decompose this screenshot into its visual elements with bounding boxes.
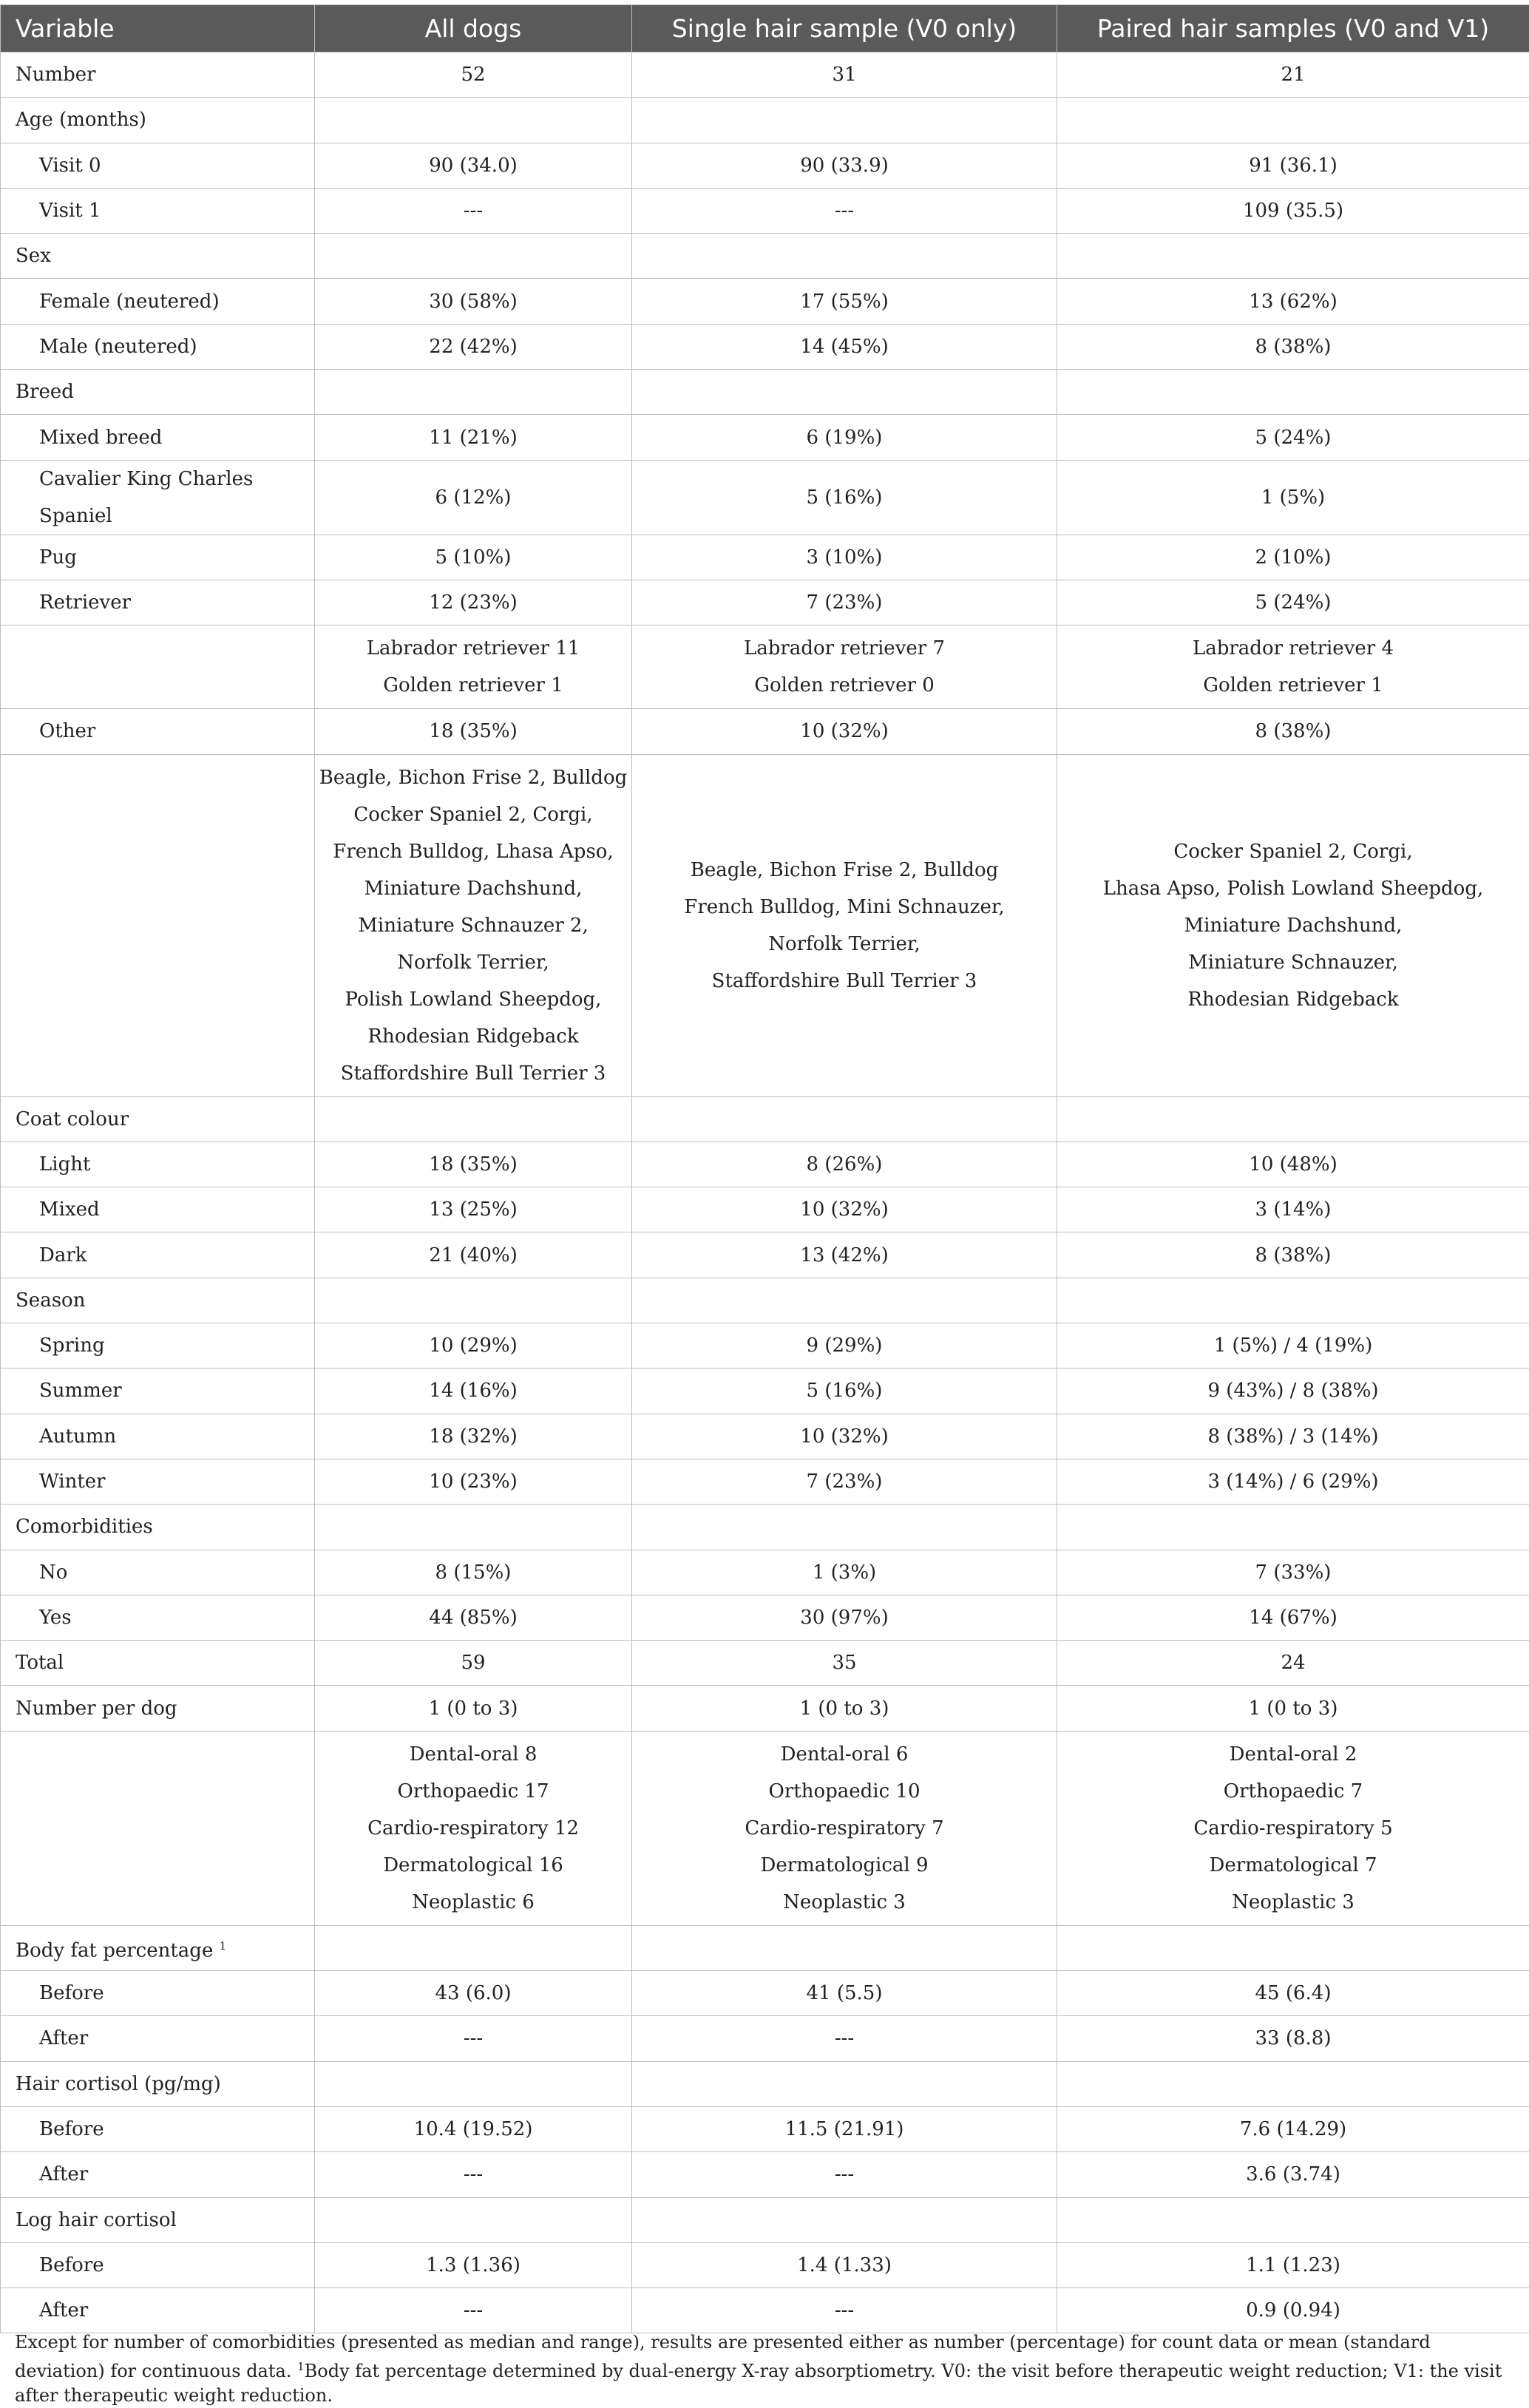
row-label bbox=[1, 324, 315, 369]
row-label bbox=[1, 2106, 315, 2151]
row-label-text: Pug bbox=[39, 546, 77, 569]
cell-all-dogs: 5 (10%) bbox=[315, 535, 632, 580]
cell-paired-samples: 91 (36.1) bbox=[1057, 143, 1529, 188]
table-header-row bbox=[1, 5, 1529, 52]
cell-single-sample: Beagle, Bichon Frise 2, Bulldog French Bulldog, Mini Schnauzer, Norfolk Terrier, Staffordshire Bull Terrier 3 bbox=[632, 754, 1057, 1096]
table-row bbox=[1, 370, 1529, 415]
cell-all-dogs: 10 (29%) bbox=[315, 1323, 632, 1369]
cell-paired-samples: 5 (24%) bbox=[1057, 580, 1529, 625]
row-label-text: Season bbox=[16, 1289, 85, 1312]
cell-paired-samples: 14 (67%) bbox=[1057, 1595, 1529, 1640]
cell-all-dogs: 44 (85%) bbox=[315, 1595, 632, 1640]
cell-paired-samples: 1 (5%) / 4 (19%) bbox=[1057, 1323, 1529, 1369]
cell-single-sample: --- bbox=[632, 188, 1057, 233]
table-row bbox=[1, 535, 1529, 580]
cell-single-sample bbox=[632, 370, 1057, 415]
cell-single-sample: --- bbox=[632, 2152, 1057, 2197]
cell-single-sample: 10 (32%) bbox=[632, 709, 1057, 754]
cell-paired-samples bbox=[1057, 2197, 1529, 2242]
cell-paired-samples: 1 (5%) bbox=[1057, 460, 1529, 535]
cell-paired-samples: 5 (24%) bbox=[1057, 415, 1529, 460]
row-label bbox=[1, 1925, 315, 1970]
table-row bbox=[1, 1731, 1529, 1925]
cell-paired-samples: Labrador retriever 4 Golden retriever 1 bbox=[1057, 625, 1529, 709]
cell-all-dogs: --- bbox=[315, 2152, 632, 2197]
cell-paired-samples: 2 (10%) bbox=[1057, 535, 1529, 580]
row-label bbox=[1, 580, 315, 625]
table-footnote bbox=[15, 2330, 1516, 2408]
cell-paired-samples bbox=[1057, 98, 1529, 143]
row-label-text: Sex bbox=[16, 245, 51, 267]
row-label bbox=[1, 1369, 315, 1414]
row-label bbox=[1, 1686, 315, 1731]
header-single-sample: Single hair sample (V0 only) bbox=[632, 5, 1057, 52]
cell-single-sample: 5 (16%) bbox=[632, 460, 1057, 535]
table-row bbox=[1, 188, 1529, 233]
table-row bbox=[1, 1096, 1529, 1142]
cell-all-dogs: Beagle, Bichon Frise 2, Bulldog Cocker Spaniel 2, Corgi, French Bulldog, Lhasa Apso, Miniature Dachshund, Miniature Schnauzer 2, Norfolk Terrier, Polish Lowland Sheepdog, Rhodesian Ridgeback Staffordshire Bull Terrier 3 bbox=[315, 754, 632, 1096]
table-row bbox=[1, 754, 1529, 1096]
table-row bbox=[1, 1278, 1529, 1323]
cell-single-sample: Dental-oral 6 Orthopaedic 10 Cardio-respiratory 7 Dermatological 9 Neoplastic 3 bbox=[632, 1731, 1057, 1925]
table-row bbox=[1, 324, 1529, 369]
cell-paired-samples bbox=[1057, 1278, 1529, 1323]
cell-all-dogs: 22 (42%) bbox=[315, 324, 632, 369]
cell-paired-samples: 3.6 (3.74) bbox=[1057, 2152, 1529, 2197]
cell-all-dogs: 43 (6.0) bbox=[315, 1971, 632, 2016]
row-label-text: After bbox=[39, 2163, 88, 2185]
row-label-text: Number per dog bbox=[16, 1698, 177, 1720]
table-row bbox=[1, 1505, 1529, 1550]
row-label bbox=[1, 2242, 315, 2287]
row-label-text: Breed bbox=[16, 381, 74, 403]
row-label bbox=[1, 52, 315, 98]
table-row bbox=[1, 1641, 1529, 1686]
cell-paired-samples bbox=[1057, 370, 1529, 415]
row-label bbox=[1, 1550, 315, 1595]
row-label-text: Mixed bbox=[39, 1198, 100, 1221]
cell-all-dogs: 21 (40%) bbox=[315, 1232, 632, 1278]
cell-single-sample: 1.4 (1.33) bbox=[632, 2242, 1057, 2287]
cell-all-dogs: 1 (0 to 3) bbox=[315, 1686, 632, 1731]
table-row bbox=[1, 2197, 1529, 2242]
cell-paired-samples bbox=[1057, 1925, 1529, 1970]
cell-all-dogs: 11 (21%) bbox=[315, 415, 632, 460]
cell-all-dogs: --- bbox=[315, 2016, 632, 2061]
cell-single-sample: 17 (55%) bbox=[632, 279, 1057, 324]
row-label-text: Number bbox=[16, 64, 96, 86]
cell-paired-samples: Dental-oral 2 Orthopaedic 7 Cardio-respiratory 5 Dermatological 7 Neoplastic 3 bbox=[1057, 1731, 1529, 1925]
cell-paired-samples: 24 bbox=[1057, 1641, 1529, 1686]
cell-all-dogs bbox=[315, 1505, 632, 1550]
row-label-text: Female (neutered) bbox=[39, 291, 220, 313]
row-label-text: Coat colour bbox=[16, 1108, 129, 1130]
row-label-text: Comorbidities bbox=[16, 1516, 153, 1538]
row-label bbox=[1, 370, 315, 415]
table-row bbox=[1, 2288, 1529, 2333]
cell-single-sample: 11.5 (21.91) bbox=[632, 2106, 1057, 2151]
cell-all-dogs: 13 (25%) bbox=[315, 1187, 632, 1232]
row-label bbox=[1, 754, 315, 1096]
row-label bbox=[1, 535, 315, 580]
row-label bbox=[1, 2152, 315, 2197]
cell-paired-samples: 7.6 (14.29) bbox=[1057, 2106, 1529, 2151]
row-label-text: Age (months) bbox=[16, 109, 146, 131]
data-table bbox=[0, 4, 1529, 2333]
cell-all-dogs: --- bbox=[315, 2288, 632, 2333]
row-label bbox=[1, 1232, 315, 1278]
cell-single-sample bbox=[632, 98, 1057, 143]
cell-paired-samples: 33 (8.8) bbox=[1057, 2016, 1529, 2061]
cell-single-sample bbox=[632, 1278, 1057, 1323]
row-label bbox=[1, 709, 315, 754]
table-row bbox=[1, 1142, 1529, 1187]
cell-paired-samples: 1 (0 to 3) bbox=[1057, 1686, 1529, 1731]
row-label bbox=[1, 1971, 315, 2016]
row-label bbox=[1, 2016, 315, 2061]
row-label bbox=[1, 1323, 315, 1369]
cell-paired-samples: 9 (43%) / 8 (38%) bbox=[1057, 1369, 1529, 1414]
cell-paired-samples: 3 (14%) / 6 (29%) bbox=[1057, 1459, 1529, 1504]
cell-paired-samples bbox=[1057, 1096, 1529, 1142]
cell-paired-samples bbox=[1057, 1505, 1529, 1550]
table-body bbox=[1, 52, 1529, 2333]
cell-single-sample: 9 (29%) bbox=[632, 1323, 1057, 1369]
row-label bbox=[1, 1505, 315, 1550]
cell-all-dogs: Dental-oral 8 Orthopaedic 17 Cardio-respiratory 12 Dermatological 16 Neoplastic 6 bbox=[315, 1731, 632, 1925]
cell-all-dogs bbox=[315, 1096, 632, 1142]
cell-all-dogs: 18 (32%) bbox=[315, 1414, 632, 1459]
cell-paired-samples: Cocker Spaniel 2, Corgi, Lhasa Apso, Polish Lowland Sheepdog, Miniature Dachshund, Miniature Schnauzer, Rhodesian Ridgeback bbox=[1057, 754, 1529, 1096]
cell-single-sample: 5 (16%) bbox=[632, 1369, 1057, 1414]
header-paired-samples: Paired hair samples (V0 and V1) bbox=[1057, 5, 1529, 52]
row-label bbox=[1, 1731, 315, 1925]
cell-single-sample: 8 (26%) bbox=[632, 1142, 1057, 1187]
table-row bbox=[1, 234, 1529, 279]
table-row bbox=[1, 625, 1529, 709]
cell-paired-samples bbox=[1057, 2061, 1529, 2106]
cell-all-dogs: 59 bbox=[315, 1641, 632, 1686]
row-label-text: Total bbox=[16, 1652, 64, 1674]
row-label bbox=[1, 188, 315, 233]
cell-paired-samples: 13 (62%) bbox=[1057, 279, 1529, 324]
cell-single-sample bbox=[632, 1925, 1057, 1970]
cell-all-dogs: 90 (34.0) bbox=[315, 143, 632, 188]
cell-single-sample: 7 (23%) bbox=[632, 580, 1057, 625]
cell-single-sample bbox=[632, 2197, 1057, 2242]
cell-single-sample: 7 (23%) bbox=[632, 1459, 1057, 1504]
cell-all-dogs: 6 (12%) bbox=[315, 460, 632, 535]
table-row bbox=[1, 415, 1529, 460]
table-row bbox=[1, 98, 1529, 143]
row-label bbox=[1, 415, 315, 460]
row-label-text: Dark bbox=[39, 1244, 87, 1266]
cell-single-sample bbox=[632, 234, 1057, 279]
cell-all-dogs: 52 bbox=[315, 52, 632, 98]
table-row bbox=[1, 1323, 1529, 1369]
row-label-text: Body fat percentage bbox=[16, 1939, 213, 1961]
row-label bbox=[1, 1278, 315, 1323]
cell-single-sample: 14 (45%) bbox=[632, 324, 1057, 369]
row-label bbox=[1, 1641, 315, 1686]
row-label-text: Other bbox=[39, 720, 95, 742]
row-label-text: Visit 1 bbox=[39, 200, 101, 222]
cell-paired-samples: 3 (14%) bbox=[1057, 1187, 1529, 1232]
cell-paired-samples: 0.9 (0.94) bbox=[1057, 2288, 1529, 2333]
row-label bbox=[1, 1096, 315, 1142]
table-row bbox=[1, 2061, 1529, 2106]
table-row bbox=[1, 1187, 1529, 1232]
row-label-text: No bbox=[39, 1561, 67, 1584]
cell-all-dogs: 30 (58%) bbox=[315, 279, 632, 324]
row-label-text: Before bbox=[39, 1982, 104, 2004]
row-label-text: Mixed breed bbox=[39, 427, 162, 449]
cell-all-dogs: 18 (35%) bbox=[315, 709, 632, 754]
cell-single-sample: --- bbox=[632, 2288, 1057, 2333]
row-label bbox=[1, 460, 315, 535]
row-label-text: Cavalier King Charles Spaniel bbox=[39, 468, 253, 527]
cell-single-sample: 90 (33.9) bbox=[632, 143, 1057, 188]
row-label-text: Visit 0 bbox=[39, 155, 101, 177]
table-row bbox=[1, 279, 1529, 324]
cell-paired-samples: 8 (38%) bbox=[1057, 709, 1529, 754]
cell-all-dogs: 18 (35%) bbox=[315, 1142, 632, 1187]
cell-paired-samples: 1.1 (1.23) bbox=[1057, 2242, 1529, 2287]
header-all-dogs: All dogs bbox=[315, 5, 632, 52]
cell-single-sample: 35 bbox=[632, 1641, 1057, 1686]
row-label bbox=[1, 2288, 315, 2333]
cell-all-dogs bbox=[315, 1925, 632, 1970]
row-label bbox=[1, 1459, 315, 1504]
cell-single-sample: 1 (0 to 3) bbox=[632, 1686, 1057, 1731]
table-row bbox=[1, 52, 1529, 98]
cell-single-sample: 6 (19%) bbox=[632, 415, 1057, 460]
cell-single-sample: 10 (32%) bbox=[632, 1187, 1057, 1232]
cell-single-sample: 10 (32%) bbox=[632, 1414, 1057, 1459]
row-label-text: Autumn bbox=[39, 1425, 116, 1448]
table-row bbox=[1, 2106, 1529, 2151]
cell-all-dogs bbox=[315, 234, 632, 279]
cell-single-sample: 31 bbox=[632, 52, 1057, 98]
cell-single-sample: 13 (42%) bbox=[632, 1232, 1057, 1278]
table-row bbox=[1, 143, 1529, 188]
table-row bbox=[1, 1595, 1529, 1640]
table-row bbox=[1, 2242, 1529, 2287]
cell-paired-samples: 45 (6.4) bbox=[1057, 1971, 1529, 2016]
row-label bbox=[1, 143, 315, 188]
cell-paired-samples: 10 (48%) bbox=[1057, 1142, 1529, 1187]
table-row bbox=[1, 1925, 1529, 1970]
row-label bbox=[1, 1187, 315, 1232]
row-label bbox=[1, 279, 315, 324]
cell-single-sample: Labrador retriever 7 Golden retriever 0 bbox=[632, 625, 1057, 709]
cell-paired-samples: 8 (38%) bbox=[1057, 1232, 1529, 1278]
row-label bbox=[1, 98, 315, 143]
footnote-text-b: Body fat percentage determined by dual-energy X-ray absorptiometry. V0: the visit before therapeutic weight reduction; V1: the visit after therapeutic weight reduction. bbox=[15, 2361, 1502, 2406]
row-label bbox=[1, 1142, 315, 1187]
cell-single-sample: 30 (97%) bbox=[632, 1595, 1057, 1640]
table-row bbox=[1, 1414, 1529, 1459]
cell-single-sample bbox=[632, 2061, 1057, 2106]
row-label-text: Male (neutered) bbox=[39, 336, 197, 358]
cell-all-dogs bbox=[315, 1278, 632, 1323]
footnote-superscript: 1 bbox=[297, 2360, 305, 2373]
cell-single-sample: --- bbox=[632, 2016, 1057, 2061]
row-label-text: Hair cortisol (pg/mg) bbox=[16, 2073, 221, 2095]
cell-all-dogs: 10.4 (19.52) bbox=[315, 2106, 632, 2151]
cell-paired-samples bbox=[1057, 234, 1529, 279]
cell-all-dogs: 12 (23%) bbox=[315, 580, 632, 625]
table-row bbox=[1, 580, 1529, 625]
cell-paired-samples: 8 (38%) / 3 (14%) bbox=[1057, 1414, 1529, 1459]
table-row bbox=[1, 1971, 1529, 2016]
cell-all-dogs: 8 (15%) bbox=[315, 1550, 632, 1595]
cell-all-dogs: 1.3 (1.36) bbox=[315, 2242, 632, 2287]
cell-paired-samples: 21 bbox=[1057, 52, 1529, 98]
table-row bbox=[1, 1232, 1529, 1278]
cell-all-dogs: Labrador retriever 11 Golden retriever 1 bbox=[315, 625, 632, 709]
cell-paired-samples: 7 (33%) bbox=[1057, 1550, 1529, 1595]
cell-single-sample: 3 (10%) bbox=[632, 535, 1057, 580]
row-label-text: Before bbox=[39, 2118, 104, 2140]
row-label-text: Light bbox=[39, 1153, 90, 1176]
row-label-text: Winter bbox=[39, 1471, 106, 1493]
cell-all-dogs bbox=[315, 2197, 632, 2242]
table-row bbox=[1, 1686, 1529, 1731]
cell-all-dogs: 14 (16%) bbox=[315, 1369, 632, 1414]
row-label bbox=[1, 2061, 315, 2106]
row-label-text: Spring bbox=[39, 1334, 105, 1357]
cell-all-dogs bbox=[315, 98, 632, 143]
cell-single-sample: 1 (3%) bbox=[632, 1550, 1057, 1595]
row-label-superscript: 1 bbox=[220, 1939, 227, 1953]
table-row bbox=[1, 2152, 1529, 2197]
row-label bbox=[1, 234, 315, 279]
table-row bbox=[1, 709, 1529, 754]
table-row bbox=[1, 1550, 1529, 1595]
row-label-text: Log hair cortisol bbox=[16, 2209, 177, 2231]
row-label bbox=[1, 1595, 315, 1640]
table-row bbox=[1, 1459, 1529, 1504]
row-label-text: After bbox=[39, 2027, 88, 2049]
row-label bbox=[1, 625, 315, 709]
cell-paired-samples: 109 (35.5) bbox=[1057, 188, 1529, 233]
table-row bbox=[1, 460, 1529, 535]
header-variable: Variable bbox=[1, 5, 315, 52]
row-label-text: Before bbox=[39, 2254, 104, 2276]
row-label-text: Retriever bbox=[39, 591, 131, 614]
cell-single-sample bbox=[632, 1505, 1057, 1550]
row-label bbox=[1, 1414, 315, 1459]
cell-single-sample bbox=[632, 1096, 1057, 1142]
row-label-text: Yes bbox=[39, 1607, 72, 1629]
cell-paired-samples: 8 (38%) bbox=[1057, 324, 1529, 369]
row-label bbox=[1, 2197, 315, 2242]
footnote-text-a: Except for number of comorbidities (presented as median and range), results are presented either as number (percentage) for count data or mean (standard deviation) for continuous data. bbox=[15, 2332, 1431, 2381]
cell-all-dogs: 10 (23%) bbox=[315, 1459, 632, 1504]
row-label-text: Summer bbox=[39, 1380, 122, 1402]
row-label-text: After bbox=[39, 2299, 88, 2321]
table-row bbox=[1, 2016, 1529, 2061]
cell-all-dogs bbox=[315, 2061, 632, 2106]
cell-all-dogs bbox=[315, 370, 632, 415]
table-row bbox=[1, 1369, 1529, 1414]
cell-all-dogs: --- bbox=[315, 188, 632, 233]
cell-single-sample: 41 (5.5) bbox=[632, 1971, 1057, 2016]
